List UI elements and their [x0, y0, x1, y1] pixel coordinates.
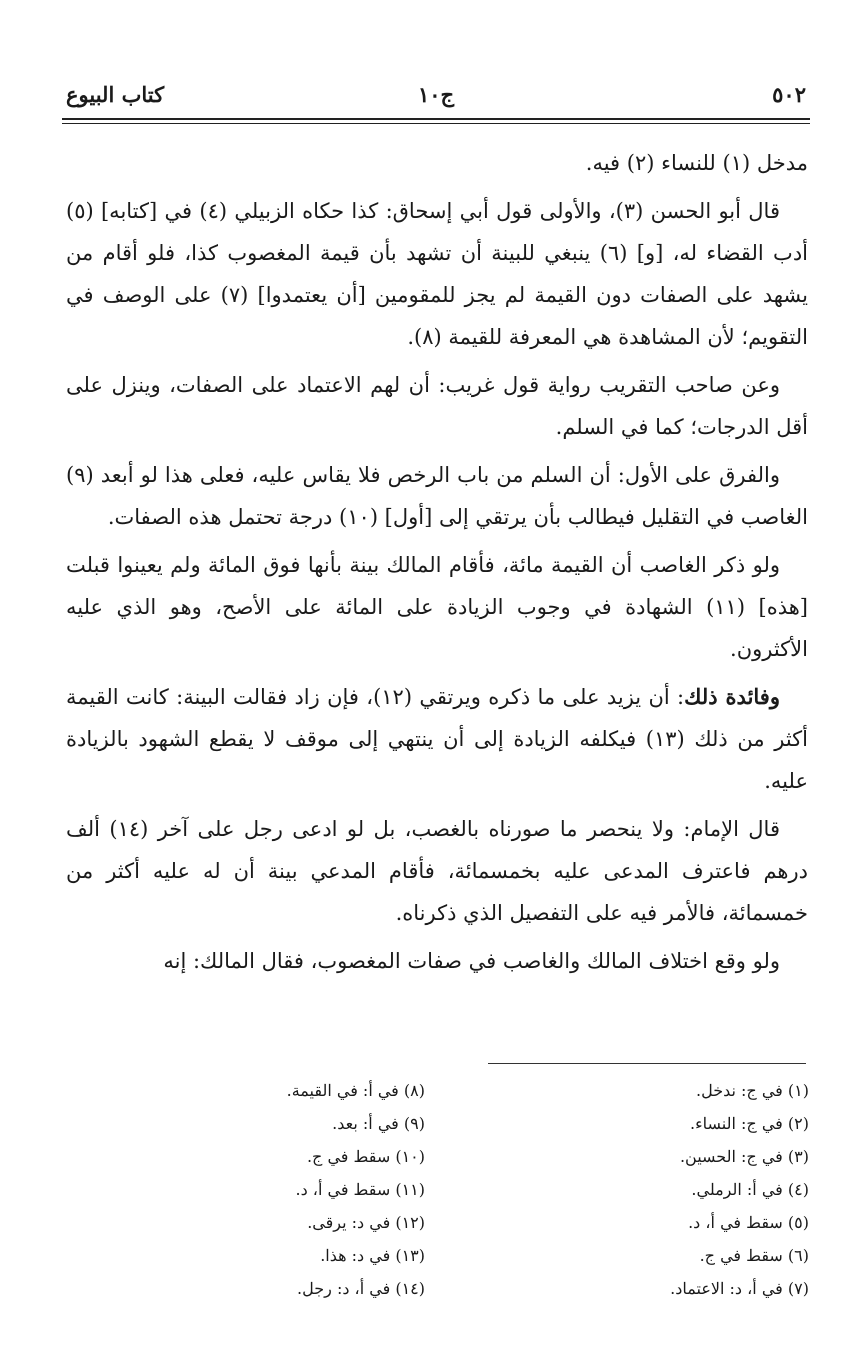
paragraph: ولو ذكر الغاصب أن القيمة مائة، فأقام المالك بينة بأنها فوق المائة ولم يعينوا قبلت [هذه] (١١) الشهادة في وجوب الزيادة على المائة على الأصح، وهو الذي عليه الأكثرون.	[66, 553, 808, 661]
paragraph: والفرق على الأول: أن السلم من باب الرخص فلا يقاس عليه، فعلى هذا لو أبعد (٩) الغاصب في التقليل فيطالب بأن يرتقي إلى [أول] (١٠) درجة تحتمل هذه الصفات.	[66, 463, 808, 529]
header-rule-thin	[62, 123, 810, 124]
footnote: (٦) سقط في ج.	[699, 1246, 809, 1265]
footnotes-column-right	[479, 1074, 809, 1305]
footnote: (٨) في أ: في القيمة.	[286, 1081, 425, 1100]
running-header	[62, 78, 810, 118]
footnote: (١٠) سقط في ج.	[306, 1147, 425, 1166]
book-title: كتاب البيوع	[66, 82, 165, 107]
paragraph: قال أبو الحسن (٣)، والأولى قول أبي إسحاق: كذا حكاه الزبيلي (٤) في [كتابه] (٥) أدب القضاء له، [و] (٦) ينبغي للبينة أن تشهد بأن قيمة المغصوب كذا، فلو أقام من يشهد على الصفات دون القيمة لم يجز للمقومين [أن يعتمدوا] (٧) على الوصف في التقويم؛ لأن المشاهدة هي المعرفة للقيمة (٨).	[66, 199, 809, 349]
fa-ida-text: : أن يزيد على ما ذكره ويرتقي (١٢)، فإن زاد فقالت البينة: كانت القيمة أكثر من ذلك (١٣) فيكلفه الزيادة إلى أن ينتهي إلى موقف لا يقطع الشهود بالزيادة عليه.	[66, 685, 808, 793]
footnotes-column-left	[125, 1074, 425, 1305]
footnote: (٩) في أ: بعد.	[332, 1114, 425, 1133]
footnote: (١٢) في د: يرقى.	[307, 1213, 425, 1232]
footnote: (٤) في أ: الرملي.	[691, 1180, 809, 1199]
footnote: (٧) في أ، د: الاعتماد.	[670, 1279, 809, 1298]
footnote: (٥) سقط في أ، د.	[688, 1213, 809, 1232]
footnote: (٣) في ج: الحسين.	[679, 1147, 809, 1166]
page-number: ٥٠٢	[772, 82, 806, 107]
footnote: (٢) في ج: النساء.	[690, 1114, 809, 1133]
footnote: (١١) سقط في أ، د.	[295, 1180, 425, 1199]
main-text	[66, 142, 808, 988]
paragraph: وعن صاحب التقريب رواية قول غريب: أن لهم الاعتماد على الصفات، وينزل على أقل الدرجات؛ كما في السلم.	[66, 373, 808, 439]
footnote-rule	[488, 1063, 806, 1064]
paragraph: مدخل (١) للنساء (٢) فيه.	[585, 151, 808, 175]
footnote: (١) في ج: ندخل.	[696, 1081, 809, 1100]
volume-label: ج١٠	[417, 82, 455, 107]
header-rule-thick	[62, 118, 810, 120]
fa-ida-label: وفائدة ذلك	[684, 684, 780, 709]
paragraph-fa-ida	[66, 676, 808, 802]
paragraph: قال الإمام: ولا ينحصر ما صورناه بالغصب، بل لو ادعى رجل على آخر (١٤) ألف درهم فاعترف المدعى عليه بخمسمائة، فأقام المدعي بينة أن له عليه أكثر من خمسمائة، فالأمر فيه على التفصيل الذي ذكرناه.	[66, 817, 808, 925]
footnote: (١٣) في د: هذا.	[320, 1246, 425, 1265]
footnote: (١٤) في أ، د: رجل.	[297, 1279, 425, 1298]
paragraph: ولو وقع اختلاف المالك والغاصب في صفات المغصوب، فقال المالك: إنه	[163, 949, 780, 973]
